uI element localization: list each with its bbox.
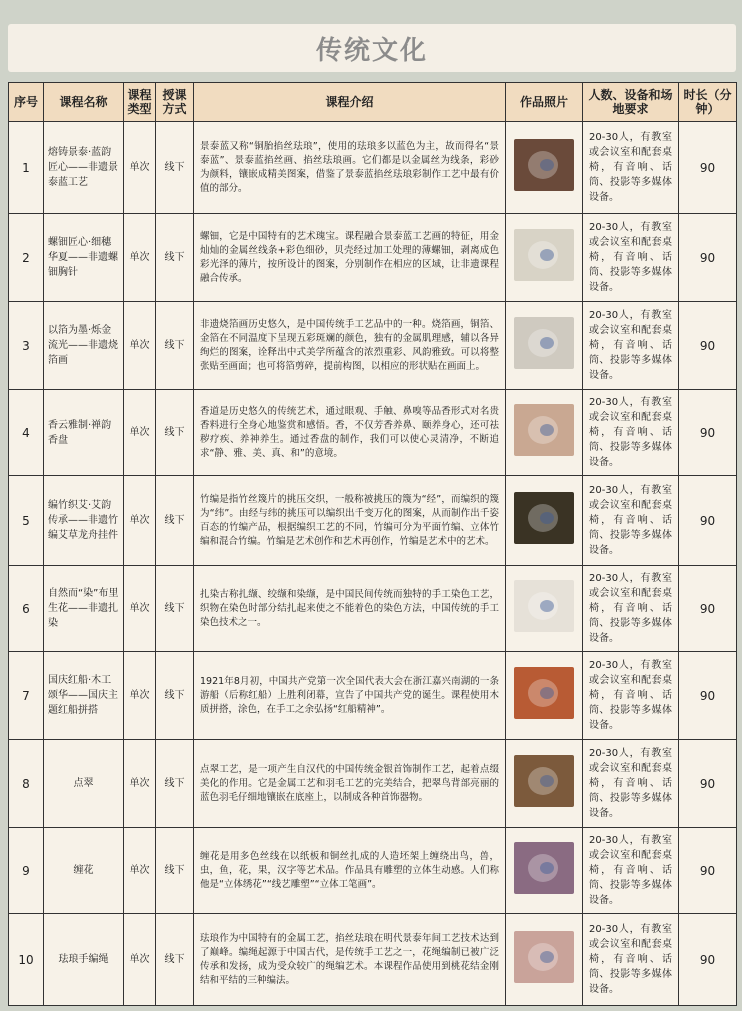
work-photo-cell [506, 476, 583, 566]
duration: 90 [679, 476, 737, 566]
course-name: 熔铸景泰·蓝韵匠心——非遗景泰蓝工艺 [44, 122, 124, 214]
course-type: 单次 [124, 476, 156, 566]
table-body [9, 122, 737, 1006]
page-title: 传统文化 [315, 35, 428, 66]
table-row [9, 214, 737, 302]
row-index: 10 [9, 914, 44, 1006]
table-row [9, 652, 737, 740]
table-row [9, 828, 737, 914]
header-req: 人数、设备和场地要求 [583, 83, 679, 122]
duration: 90 [679, 652, 737, 740]
course-type: 单次 [124, 302, 156, 390]
course-type: 单次 [124, 390, 156, 476]
teaching-mode: 线下 [156, 390, 194, 476]
course-intro: 1921年8月初，中国共产党第一次全国代表大会在浙江嘉兴南湖的一条游船（后称红船）上胜利闭幕，宣告了中国共产党的诞生。课程使用木质拼搭，涂色，在手工之余弘扬“红船精神”。 [194, 652, 506, 740]
course-intro: 珐琅作为中国特有的金属工艺，掐丝珐琅在明代景泰年间工艺技术达到了巅峰。编绳起源于中国古代，是传统手工艺之一，花绳编制已被广泛传承和发扬，成为受众较广的绳编艺术。本课程作品使用到桃花结金刚结和平结的三种编法。 [194, 914, 506, 1006]
silk-wrapped-flower-photo [514, 842, 574, 894]
mother-of-pearl-brooch-photo [514, 229, 574, 281]
photo-detail-shape [540, 512, 554, 524]
requirements: 20-30人，有教室或会议室和配套桌椅，有音响、话筒、投影等多媒体设备。 [583, 302, 679, 390]
requirements: 20-30人，有教室或会议室和配套桌椅，有音响、话筒、投影等多媒体设备。 [583, 390, 679, 476]
row-index: 6 [9, 566, 44, 652]
duration: 90 [679, 740, 737, 828]
work-photo-cell [506, 652, 583, 740]
table-row [9, 390, 737, 476]
photo-detail-shape [540, 249, 554, 261]
duration: 90 [679, 566, 737, 652]
teaching-mode: 线下 [156, 914, 194, 1006]
header-photo: 作品照片 [506, 83, 583, 122]
course-name: 缠花 [44, 828, 124, 914]
work-photo-cell [506, 566, 583, 652]
course-name: 香云雅制·禅韵香盘 [44, 390, 124, 476]
work-photo-cell [506, 214, 583, 302]
tie-dye-bottles-photo [514, 580, 574, 632]
teaching-mode: 线下 [156, 828, 194, 914]
course-intro: 点翠工艺，是一项产生自汉代的中国传统金银首饰制作工艺，起着点缀美化的作用。它是金属工艺和羽毛工艺的完美结合，把翠鸟背部亮丽的蓝色羽毛仔细地镶嵌在底座上，以制成各种首饰器物。 [194, 740, 506, 828]
header-intro: 课程介绍 [194, 83, 506, 122]
course-intro: 缠花是用多色丝线在以纸板和铜丝扎成的人造坯架上缠绕出鸟，兽，虫，鱼，花，果，汉字等艺术品。作品具有雕塑的立体生动感。人们称他是“立体绣花”“线艺雕塑”“立体工笔画”。 [194, 828, 506, 914]
row-index: 4 [9, 390, 44, 476]
requirements: 20-30人，有教室或会议室和配套桌椅，有音响、话筒、投影等多媒体设备。 [583, 122, 679, 214]
teaching-mode: 线下 [156, 566, 194, 652]
work-photo-cell [506, 914, 583, 1006]
requirements: 20-30人，有教室或会议室和配套桌椅，有音响、话筒、投影等多媒体设备。 [583, 828, 679, 914]
requirements: 20-30人，有教室或会议室和配套桌椅，有音响、话筒、投影等多媒体设备。 [583, 914, 679, 1006]
course-intro: 香道是历史悠久的传统艺术，通过眼观、手触、鼻嗅等品香形式对名贵香料进行全身心地鉴赏和感悟。香，不仅芳香养鼻、颐养身心，还可祛秽疗疾、养神养生。通过香盘的制作，我们可以使心灵清净，不断追求“静、雅、美、真、和”的意境。 [194, 390, 506, 476]
work-photo-cell [506, 390, 583, 476]
duration: 90 [679, 122, 737, 214]
header-dur: 时长（分钟） [679, 83, 737, 122]
duration: 90 [679, 914, 737, 1006]
cloisonne-coasters-photo [514, 139, 574, 191]
table-row [9, 566, 737, 652]
header-type: 课程类型 [124, 83, 156, 122]
course-table [8, 82, 737, 1006]
requirements: 20-30人，有教室或会议室和配套桌椅，有音响、话筒、投影等多媒体设备。 [583, 476, 679, 566]
course-intro: 竹编是指竹丝篾片的挑压交织，一般称被挑压的篾为“经”，而编织的篾为“纬”。由经与纬的挑压可以编织出千变万化的图案，从而制作出千姿百态的竹编产品，根据编织工艺的不同，竹编可分为平面竹编、立体竹编和混合竹编。竹编是艺术创作和艺术再创作，竹编是艺术中的艺术。 [194, 476, 506, 566]
work-photo-cell [506, 122, 583, 214]
incense-tray-photo [514, 404, 574, 456]
row-index: 5 [9, 476, 44, 566]
enamel-bracelet-photo [514, 931, 574, 983]
requirements: 20-30人，有教室或会议室和配套桌椅，有音响、话筒、投影等多媒体设备。 [583, 652, 679, 740]
photo-detail-shape [540, 862, 554, 874]
course-name: 点翠 [44, 740, 124, 828]
course-type: 单次 [124, 214, 156, 302]
course-name: 螺钿匠心·细穗华夏——非遗螺钿胸针 [44, 214, 124, 302]
course-type: 单次 [124, 740, 156, 828]
requirements: 20-30人，有教室或会议室和配套桌椅，有音响、话筒、投影等多媒体设备。 [583, 740, 679, 828]
course-type: 单次 [124, 122, 156, 214]
photo-detail-shape [540, 337, 554, 349]
photo-detail-shape [540, 159, 554, 171]
requirements: 20-30人，有教室或会议室和配套桌椅，有音响、话筒、投影等多媒体设备。 [583, 566, 679, 652]
photo-detail-shape [540, 424, 554, 436]
table-row [9, 302, 737, 390]
row-index: 3 [9, 302, 44, 390]
work-photo-cell [506, 302, 583, 390]
row-index: 1 [9, 122, 44, 214]
foil-fan-painting-photo [514, 317, 574, 369]
teaching-mode: 线下 [156, 476, 194, 566]
course-type: 单次 [124, 828, 156, 914]
header-mode: 授课方式 [156, 83, 194, 122]
teaching-mode: 线下 [156, 214, 194, 302]
course-name: 自然而“染”布里生花——非遗扎染 [44, 566, 124, 652]
table-row [9, 122, 737, 214]
teaching-mode: 线下 [156, 652, 194, 740]
requirements: 20-30人，有教室或会议室和配套桌椅，有音响、话筒、投影等多媒体设备。 [583, 214, 679, 302]
table-row [9, 740, 737, 828]
duration: 90 [679, 302, 737, 390]
photo-detail-shape [540, 775, 554, 787]
course-name: 国庆红船·木工颂华——国庆主题红船拼搭 [44, 652, 124, 740]
title-banner [8, 24, 736, 72]
duration: 90 [679, 390, 737, 476]
table-row [9, 914, 737, 1006]
row-index: 9 [9, 828, 44, 914]
duration: 90 [679, 828, 737, 914]
table-row [9, 476, 737, 566]
course-intro: 扎染古称扎缬、绞缬和染缬，是中国民间传统而独特的手工染色工艺，织物在染色时部分结扎起来使之不能着色的染色方法，中国传统的手工染色技术之一。 [194, 566, 506, 652]
course-type: 单次 [124, 914, 156, 1006]
teaching-mode: 线下 [156, 740, 194, 828]
header-idx: 序号 [9, 83, 44, 122]
kingfisher-hairpin-photo [514, 755, 574, 807]
course-name: 以箔为墨·烁金流光——非遗烧箔画 [44, 302, 124, 390]
course-intro: 景泰蓝又称“铜胎掐丝珐琅”，使用的珐琅多以蓝色为主，故而得名“景泰蓝”、景泰蓝掐丝画、掐丝珐琅画。它们都是以金属丝为线条，彩砂为颜料，镶嵌成精美图案，借鉴了景泰蓝掐丝珐琅彩制作工艺中最有价值的部分。 [194, 122, 506, 214]
course-type: 单次 [124, 652, 156, 740]
course-intro: 非遗烧箔画历史悠久，是中国传统手工艺品中的一种。烧箔画，铜箔、金箔在不同温度下呈现五彩斑斓的颜色，独有的金属肌理感，辅以各异绚烂的图案，诠释出中式美学所蕴含的浓烈重彩、风韵雅致。可以将整张贴至画面；也可将箔剪碎，提前构图，以相应的形状贴在画面上。 [194, 302, 506, 390]
red-boat-model-photo [514, 667, 574, 719]
teaching-mode: 线下 [156, 122, 194, 214]
course-type: 单次 [124, 566, 156, 652]
table-header-row [9, 83, 737, 122]
work-photo-cell [506, 828, 583, 914]
work-photo-cell [506, 740, 583, 828]
row-index: 7 [9, 652, 44, 740]
course-name: 编竹织艾·艾韵传承——非遗竹编艾草龙舟挂件 [44, 476, 124, 566]
teaching-mode: 线下 [156, 302, 194, 390]
course-intro: 螺钿，它是中国特有的艺术瑰宝。课程融合景泰蓝工艺画的特征，用金灿灿的金属丝线条+彩色细砂，贝壳经过加工处理的薄螺钿，剥离成色彩光泽的薄片，按所设计的图案，分别制作在相应的区域，让非遗课程融合传承。 [194, 214, 506, 302]
photo-detail-shape [540, 600, 554, 612]
bamboo-dragon-boat-photo [514, 492, 574, 544]
course-name: 珐琅手编绳 [44, 914, 124, 1006]
row-index: 2 [9, 214, 44, 302]
photo-detail-shape [540, 687, 554, 699]
duration: 90 [679, 214, 737, 302]
photo-detail-shape [540, 951, 554, 963]
row-index: 8 [9, 740, 44, 828]
header-name: 课程名称 [44, 83, 124, 122]
